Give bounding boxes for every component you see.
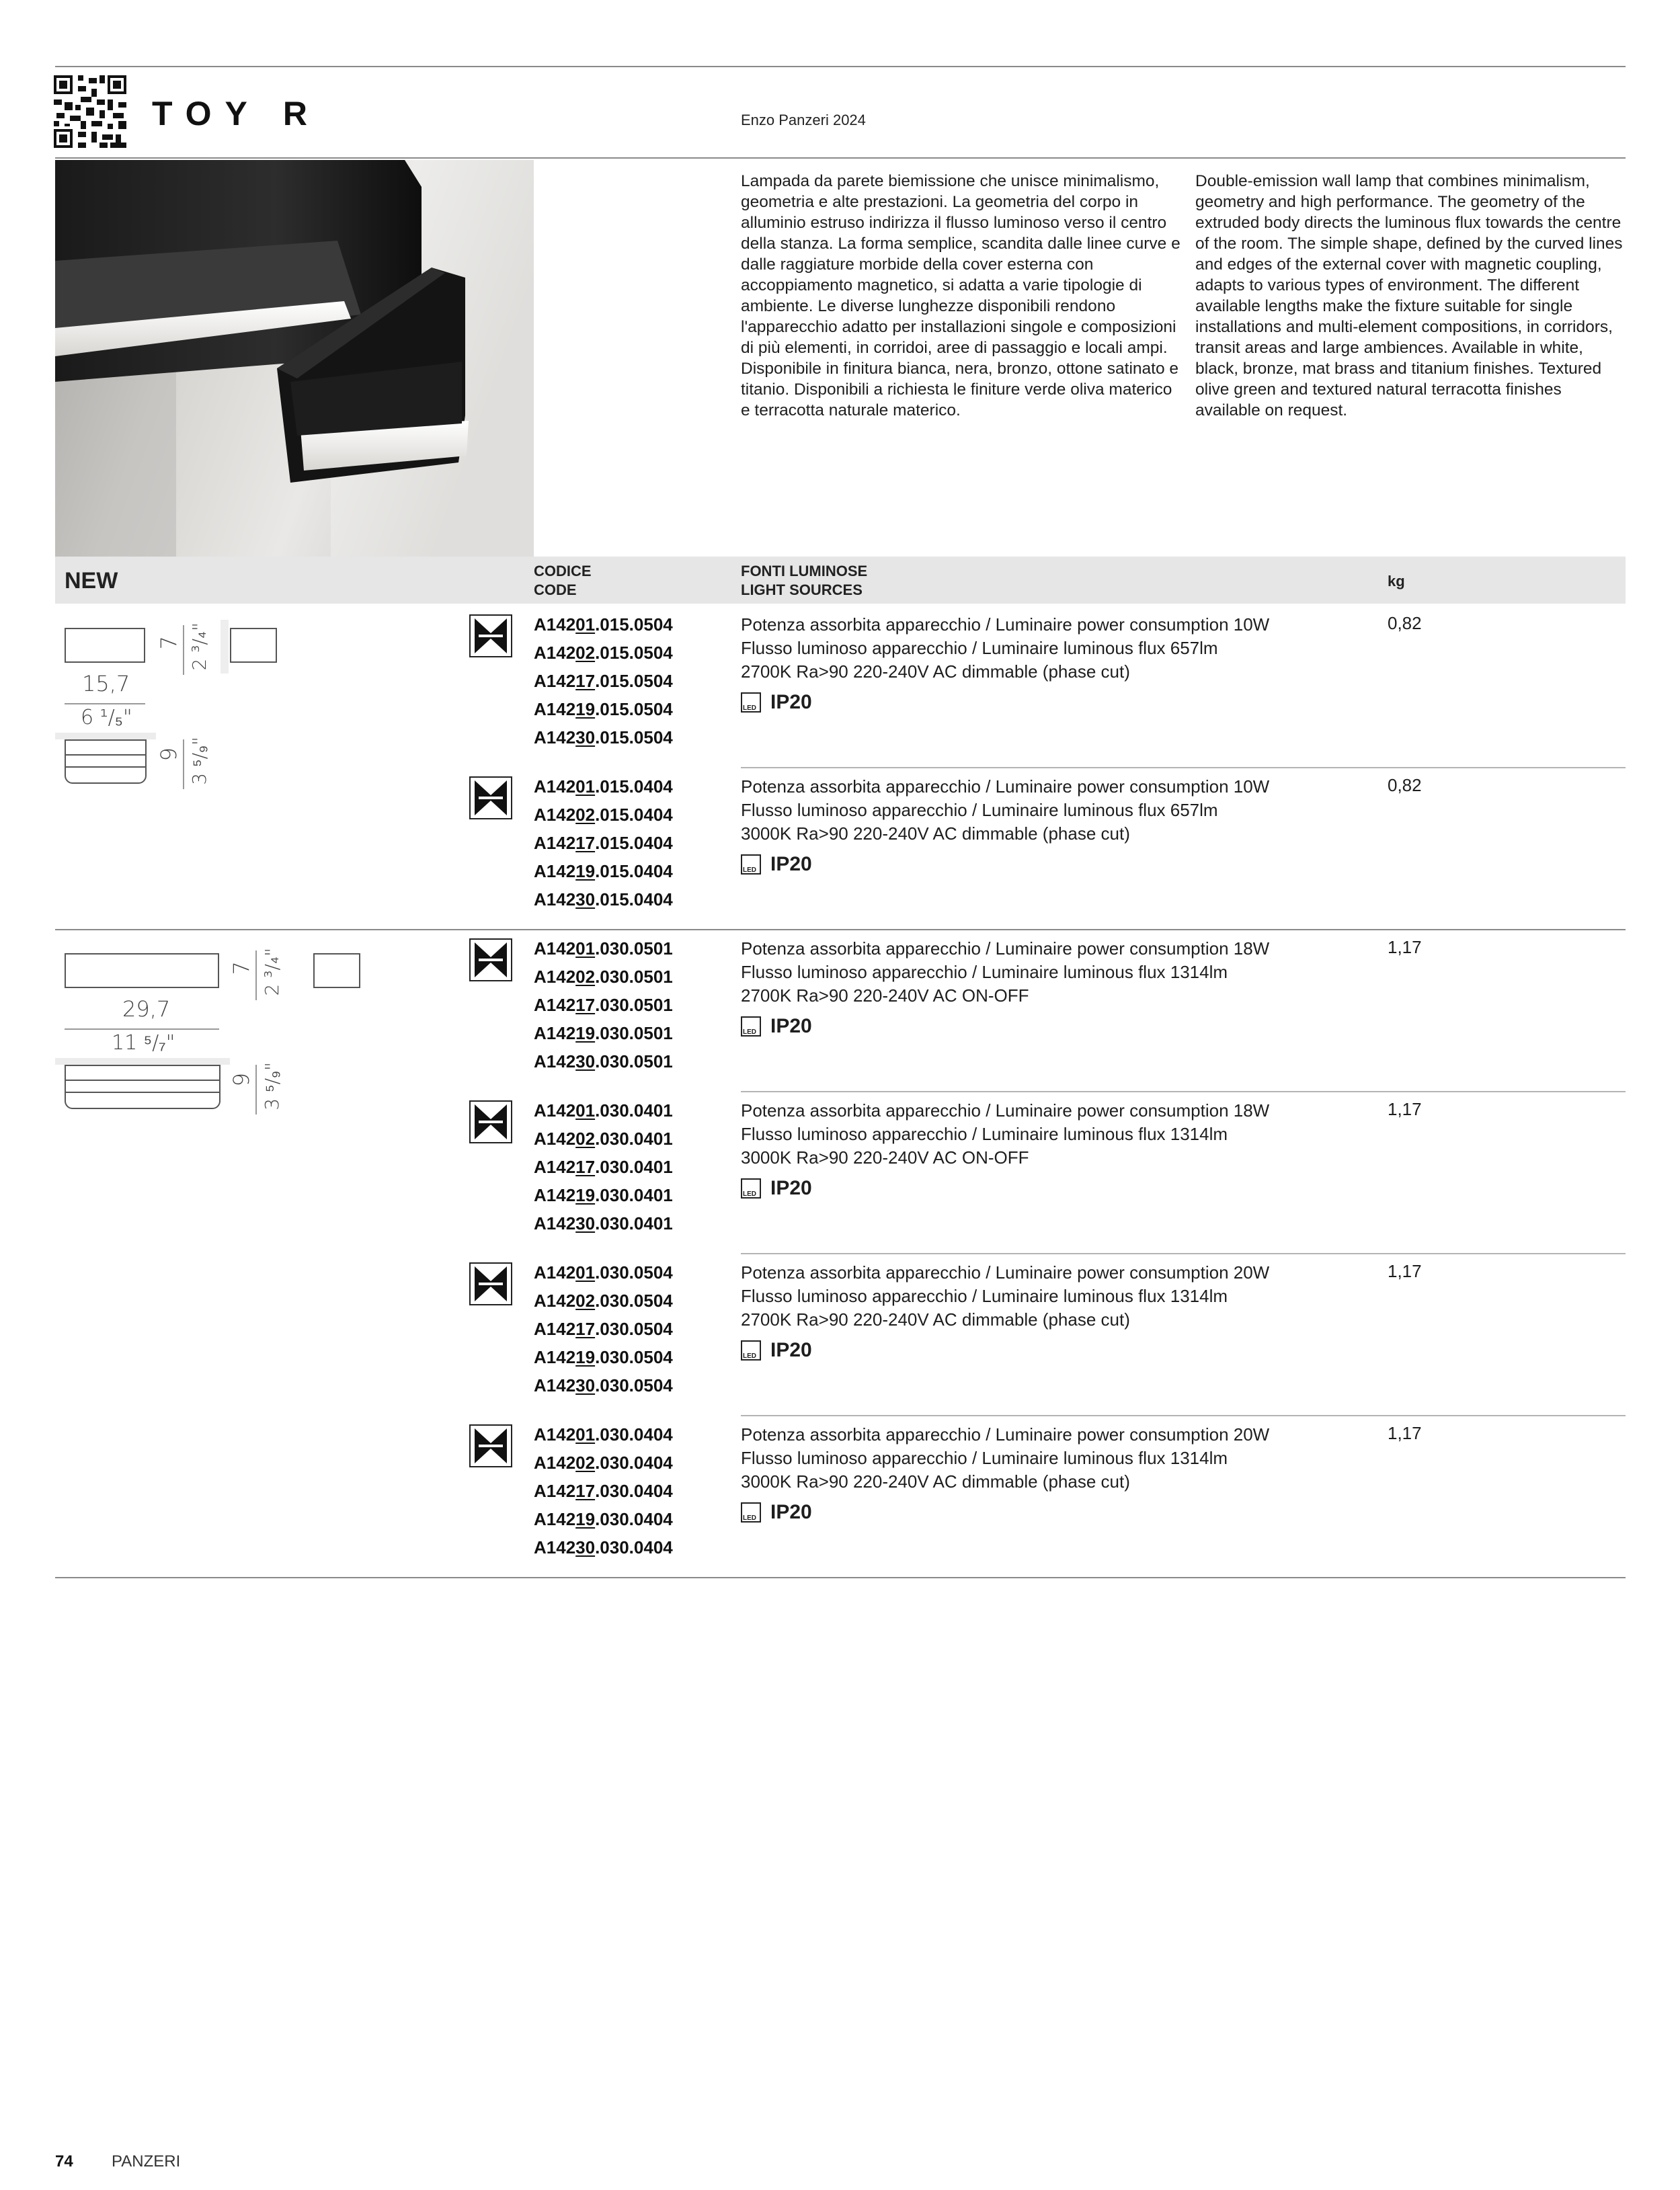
led-icon (741, 1340, 761, 1361)
product-code (534, 1505, 673, 1533)
wall-double-emission-icon (469, 1424, 512, 1471)
side-view-outline (313, 953, 360, 988)
code-suffix: .030.0504 (595, 1319, 673, 1339)
length-cm: 15,7 (82, 671, 130, 696)
wall-double-emission-icon (469, 1262, 512, 1309)
light-source-spec (741, 775, 1269, 876)
code-suffix: .030.0404 (595, 1509, 673, 1529)
ip-rating (741, 1176, 1269, 1200)
code-prefix: A142 (534, 776, 576, 797)
height-cm: 7 (156, 636, 182, 650)
code-suffix: .015.0504 (595, 727, 673, 747)
spec-flux: Flusso luminoso apparecchio / Luminaire luminous flux 657lm (741, 800, 1218, 820)
code-suffix: .030.0404 (595, 1424, 673, 1445)
code-finish: 17 (575, 1481, 596, 1501)
code-prefix: A142 (534, 967, 576, 987)
code-prefix: A142 (534, 614, 576, 635)
product-code (534, 934, 673, 963)
product-code (534, 857, 673, 885)
height-cm: 7 (229, 961, 254, 975)
length-cm: 29,7 (122, 996, 171, 1022)
code-prefix: A142 (534, 1481, 576, 1501)
code-prefix: A142 (534, 805, 576, 825)
spec-spec: 2700K Ra>90 220-240V AC dimmable (phase cut) (741, 1309, 1130, 1330)
footer-brand: PANZERI (112, 2152, 181, 2171)
product-code (534, 639, 673, 667)
spec-flux: Flusso luminoso apparecchio / Luminaire luminous flux 1314lm (741, 962, 1228, 982)
front-view-outline (65, 628, 145, 663)
code-finish: 30 (575, 1537, 596, 1557)
code-finish: 17 (575, 671, 596, 691)
code-prefix: A142 (534, 727, 576, 747)
code-suffix: .030.0401 (595, 1100, 673, 1121)
code-finish: 02 (575, 1453, 596, 1473)
header-rule (55, 157, 1626, 159)
new-badge: NEW (65, 568, 118, 594)
spec-flux: Flusso luminoso apparecchio / Luminaire luminous flux 1314lm (741, 1286, 1228, 1306)
code-prefix: A142 (534, 1424, 576, 1445)
code-prefix: A142 (534, 1291, 576, 1311)
product-code (534, 1096, 673, 1125)
code-finish: 02 (575, 1129, 596, 1149)
product-code (534, 772, 673, 801)
code-finish: 17 (575, 995, 596, 1015)
wall-double-emission-icon (469, 938, 512, 985)
code-finish: 02 (575, 805, 596, 825)
column-header-light-it: FONTI LUMINOSE (741, 563, 868, 579)
spec-power: Potenza assorbita apparecchio / Luminaire power consumption 18W (741, 1100, 1270, 1121)
wall-double-emission-icon (469, 614, 512, 661)
ip-value: IP20 (770, 1501, 812, 1523)
product-code (534, 1181, 673, 1209)
product-code (534, 801, 673, 829)
light-source-spec (741, 1423, 1269, 1524)
code-suffix: .030.0501 (595, 995, 673, 1015)
code-prefix: A142 (534, 1185, 576, 1205)
code-prefix: A142 (534, 1023, 576, 1043)
code-suffix: .030.0404 (595, 1481, 673, 1501)
side-view-outline (230, 628, 277, 663)
code-suffix: .015.0504 (595, 643, 673, 663)
product-codes (534, 772, 673, 914)
code-suffix: .015.0404 (595, 805, 673, 825)
code-prefix: A142 (534, 1213, 576, 1233)
spec-flux: Flusso luminoso apparecchio / Luminaire luminous flux 1314lm (741, 1448, 1228, 1468)
led-icon (741, 692, 761, 713)
code-suffix: .015.0504 (595, 614, 673, 635)
product-code (534, 1420, 673, 1449)
depth-in: 3 ⁵/₉" (188, 737, 210, 785)
product-code (534, 1047, 673, 1076)
spec-flux: Flusso luminoso apparecchio / Luminaire luminous flux 1314lm (741, 1124, 1228, 1144)
led-label: LED (743, 1028, 756, 1036)
product-code (534, 610, 673, 639)
page-number: 74 (55, 2152, 73, 2171)
column-header-code (534, 562, 592, 600)
product-code (534, 1287, 673, 1315)
product-code (534, 963, 673, 991)
product-code (534, 695, 673, 723)
ip-rating (741, 1500, 1269, 1524)
code-finish: 02 (575, 1291, 596, 1311)
top-view-outline (65, 1065, 221, 1109)
led-label: LED (743, 704, 756, 712)
code-prefix: A142 (534, 833, 576, 853)
table-bottom-rule (55, 1577, 1626, 1578)
led-icon (741, 1502, 761, 1523)
weight-kg: 1,17 (1388, 1261, 1422, 1281)
product-code (534, 829, 673, 857)
light-source-spec (741, 937, 1269, 1038)
led-icon (741, 1016, 761, 1037)
depth-cm: 9 (156, 747, 182, 762)
led-label: LED (743, 1190, 756, 1198)
code-prefix: A142 (534, 889, 576, 909)
height-in: 2 ³/₄" (188, 622, 210, 671)
ip-rating (741, 1014, 1269, 1038)
product-code (534, 1258, 673, 1287)
code-prefix: A142 (534, 1051, 576, 1071)
spec-power: Potenza assorbita apparecchio / Luminaire power consumption 20W (741, 1424, 1270, 1445)
light-source-spec (741, 613, 1269, 714)
code-finish: 17 (575, 833, 596, 853)
dim-line (255, 950, 257, 1000)
top-rule (55, 66, 1626, 67)
wall-double-emission-icon (469, 1100, 512, 1147)
code-suffix: .030.0404 (595, 1537, 673, 1557)
dimension-drawing-1 (55, 616, 311, 790)
code-prefix: A142 (534, 699, 576, 719)
side-shadow (221, 620, 229, 674)
code-finish: 01 (575, 1424, 596, 1445)
code-finish: 30 (575, 1375, 596, 1395)
code-suffix: .030.0501 (595, 1023, 673, 1043)
description-italian: Lampada da parete biemissione che unisce minimalismo, geometria e alte prestazioni. La geometria del corpo in alluminio estruso indirizza il flusso luminoso verso il centro della stanza. La forma semplice, scandita dalle linee curve e dalle raggiature morbide della cover esterna con accoppiamento magnetico, si adatta a varie tipologie di ambiente. Le diverse lunghezze disponibili rendono l'apparecchio adatto per installazioni singole e composizioni di più elementi, in corridoi, aree di passaggio e locali ampi. Disponibile in finitura bianca, nera, bronzo, ottone satinato e titanio. Disponibili a richiesta le finiture verde oliva materico e terracotta naturale materico. (741, 172, 1181, 419)
product-code (534, 667, 673, 695)
qr-code-icon[interactable] (54, 75, 126, 148)
code-prefix: A142 (534, 995, 576, 1015)
ip-rating (741, 690, 1269, 714)
code-finish: 02 (575, 967, 596, 987)
code-prefix: A142 (534, 1100, 576, 1121)
dim-line (65, 703, 145, 704)
weight-kg: 0,82 (1388, 613, 1422, 633)
code-suffix: .030.0504 (595, 1262, 673, 1283)
code-prefix: A142 (534, 861, 576, 881)
code-prefix: A142 (534, 1319, 576, 1339)
ip-value: IP20 (770, 691, 812, 713)
code-finish: 01 (575, 776, 596, 797)
spec-power: Potenza assorbita apparecchio / Luminaire power consumption 18W (741, 938, 1270, 959)
code-suffix: .030.0501 (595, 1051, 673, 1071)
product-code (534, 1343, 673, 1371)
spec-power: Potenza assorbita apparecchio / Luminaire power consumption 20W (741, 1262, 1270, 1283)
floor-shadow (55, 733, 156, 739)
spec-spec: 2700K Ra>90 220-240V AC ON-OFF (741, 985, 1029, 1006)
code-finish: 01 (575, 614, 596, 635)
code-prefix: A142 (534, 1129, 576, 1149)
code-finish: 19 (575, 1023, 596, 1043)
code-finish: 17 (575, 1157, 596, 1177)
code-finish: 17 (575, 1319, 596, 1339)
code-finish: 30 (575, 1213, 596, 1233)
row-separator (741, 1415, 1626, 1416)
ip-value: IP20 (770, 1015, 812, 1037)
code-finish: 01 (575, 1100, 596, 1121)
ip-value: IP20 (770, 1177, 812, 1199)
front-view-outline (65, 953, 219, 988)
section-separator (55, 929, 1626, 930)
product-code (534, 1449, 673, 1477)
product-code (534, 1209, 673, 1238)
column-header-code-it: CODICE (534, 563, 592, 579)
code-suffix: .030.0504 (595, 1347, 673, 1367)
weight-kg: 1,17 (1388, 1423, 1422, 1443)
light-source-spec (741, 1099, 1269, 1200)
code-prefix: A142 (534, 1262, 576, 1283)
row-separator (741, 1253, 1626, 1254)
height-in: 2 ³/₄" (261, 948, 283, 996)
product-codes (534, 1420, 673, 1562)
code-suffix: .015.0504 (595, 699, 673, 719)
code-finish: 30 (575, 1051, 596, 1071)
code-finish: 19 (575, 1185, 596, 1205)
ip-rating (741, 1338, 1269, 1362)
product-codes (534, 610, 673, 752)
code-prefix: A142 (534, 1375, 576, 1395)
spec-spec: 3000K Ra>90 220-240V AC ON-OFF (741, 1147, 1029, 1168)
column-header-light-en: LIGHT SOURCES (741, 581, 863, 598)
code-finish: 19 (575, 1347, 596, 1367)
code-suffix: .030.0401 (595, 1185, 673, 1205)
led-label: LED (743, 1352, 756, 1360)
code-prefix: A142 (534, 1157, 576, 1177)
code-prefix: A142 (534, 671, 576, 691)
product-code (534, 1153, 673, 1181)
product-code (534, 1315, 673, 1343)
product-code (534, 885, 673, 914)
spec-spec: 2700K Ra>90 220-240V AC dimmable (phase cut) (741, 661, 1130, 682)
light-source-spec (741, 1261, 1269, 1362)
code-prefix: A142 (534, 1453, 576, 1473)
weight-kg: 1,17 (1388, 1099, 1422, 1119)
code-prefix: A142 (534, 938, 576, 959)
code-suffix: .030.0401 (595, 1213, 673, 1233)
code-suffix: .030.0504 (595, 1375, 673, 1395)
code-finish: 30 (575, 889, 596, 909)
designer-credit: Enzo Panzeri 2024 (741, 112, 866, 128)
length-in: 11 ⁵/₇" (112, 1031, 175, 1055)
spec-power: Potenza assorbita apparecchio / Luminaire power consumption 10W (741, 614, 1270, 635)
code-suffix: .030.0501 (595, 938, 673, 959)
weight-kg: 1,17 (1388, 937, 1422, 957)
top-view-outline (65, 739, 147, 784)
code-suffix: .015.0404 (595, 776, 673, 797)
code-finish: 19 (575, 1509, 596, 1529)
product-code (534, 1533, 673, 1562)
spec-flux: Flusso luminoso apparecchio / Luminaire luminous flux 657lm (741, 638, 1218, 658)
ip-value: IP20 (770, 853, 812, 875)
row-separator (741, 1091, 1626, 1092)
code-finish: 02 (575, 643, 596, 663)
led-icon (741, 1178, 761, 1199)
floor-shadow (55, 1058, 230, 1065)
description-english: Double-emission wall lamp that combines minimalism, geometry and high performance. The geometry of the extruded body directs the luminous flux towards the centre of the room. The simple shape, defined by the curved lines and edges of the external cover with magnetic coupling, adapts to various types of environment. The different available lengths make the fixture suitable for single installations and multi-element compositions, in corridors, transit areas and large ambiences. Available in white, black, bronze, mat brass and titanium finishes. Textured olive green and textured natural terracotta finishes available on request. (1195, 172, 1623, 419)
code-finish: 01 (575, 938, 596, 959)
column-header-kg: kg (1388, 573, 1405, 590)
product-codes (534, 1096, 673, 1238)
product-code (534, 723, 673, 752)
led-label: LED (743, 866, 756, 874)
product-codes (534, 934, 673, 1076)
code-suffix: .015.0404 (595, 889, 673, 909)
product-title: TOY R (152, 95, 321, 132)
code-prefix: A142 (534, 643, 576, 663)
ip-value: IP20 (770, 1339, 812, 1361)
depth-in: 3 ⁵/₉" (261, 1062, 283, 1110)
product-photo (55, 160, 534, 557)
code-finish: 19 (575, 861, 596, 881)
code-suffix: .030.0401 (595, 1157, 673, 1177)
code-suffix: .015.0504 (595, 671, 673, 691)
led-label: LED (743, 1514, 756, 1522)
code-suffix: .015.0404 (595, 861, 673, 881)
length-in: 6 ¹/₅" (81, 706, 132, 729)
column-header-code-en: CODE (534, 581, 577, 598)
code-finish: 01 (575, 1262, 596, 1283)
dim-line (65, 1028, 219, 1030)
code-suffix: .030.0401 (595, 1129, 673, 1149)
code-prefix: A142 (534, 1509, 576, 1529)
ip-rating (741, 852, 1269, 876)
spec-power: Potenza assorbita apparecchio / Luminaire power consumption 10W (741, 776, 1270, 797)
product-code (534, 1371, 673, 1400)
row-separator (741, 767, 1626, 768)
product-code (534, 1477, 673, 1505)
weight-kg: 0,82 (1388, 775, 1422, 795)
spec-spec: 3000K Ra>90 220-240V AC dimmable (phase cut) (741, 823, 1130, 844)
spec-spec: 3000K Ra>90 220-240V AC dimmable (phase cut) (741, 1471, 1130, 1492)
product-code (534, 1125, 673, 1153)
led-icon (741, 854, 761, 875)
code-finish: 19 (575, 699, 596, 719)
code-prefix: A142 (534, 1347, 576, 1367)
code-prefix: A142 (534, 1537, 576, 1557)
code-suffix: .030.0504 (595, 1291, 673, 1311)
code-suffix: .015.0404 (595, 833, 673, 853)
dim-line (183, 625, 184, 675)
code-finish: 30 (575, 727, 596, 747)
code-suffix: .030.0501 (595, 967, 673, 987)
dim-line (183, 739, 184, 789)
product-code (534, 991, 673, 1019)
wall-double-emission-icon (469, 776, 512, 823)
dimension-drawing-2 (55, 941, 378, 1116)
code-suffix: .030.0404 (595, 1453, 673, 1473)
product-code (534, 1019, 673, 1047)
depth-cm: 9 (229, 1073, 254, 1087)
product-codes (534, 1258, 673, 1400)
dim-line (255, 1065, 257, 1114)
column-header-light-sources (741, 562, 867, 600)
